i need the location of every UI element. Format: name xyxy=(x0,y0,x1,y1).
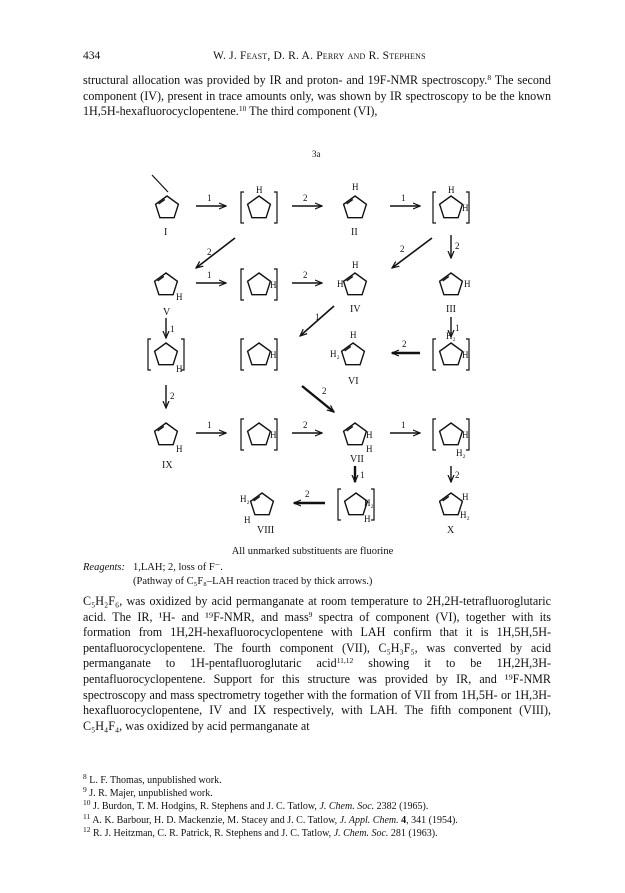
footnotes xyxy=(83,774,553,840)
anion-6 xyxy=(440,343,463,365)
label-VIII: VIII xyxy=(257,525,275,536)
reagents-label: Reagents: xyxy=(83,562,125,573)
label-VII: VII xyxy=(350,454,364,465)
footnote-10: $^{10}$ J. Burdon, T. M. Hodgins, R. Stephens and J. C. Tatlow, J. Chem. Soc. 2382 (1965). xyxy=(83,798,429,813)
svg-text:H: H xyxy=(256,185,263,195)
page-number: 434 xyxy=(83,50,101,62)
svg-text:H₂: H₂ xyxy=(446,331,456,341)
svg-text:H: H xyxy=(462,492,469,502)
svg-text:1: 1 xyxy=(401,193,406,203)
svg-text:H₂: H₂ xyxy=(330,349,340,359)
running-head-authors: W. J. Feast, D. R. A. Perry and R. Stephens xyxy=(213,50,426,62)
row-2 xyxy=(155,260,471,318)
svg-text:H: H xyxy=(366,444,373,454)
page-header xyxy=(83,50,553,68)
svg-text:1: 1 xyxy=(455,323,460,333)
row-5 xyxy=(240,489,470,536)
svg-text:H: H xyxy=(270,430,277,440)
arrow-anion2-to-IV xyxy=(392,238,432,268)
svg-text:2: 2 xyxy=(305,489,310,499)
row-1 xyxy=(156,182,469,238)
svg-text:H: H xyxy=(462,430,469,440)
svg-text:1: 1 xyxy=(170,324,175,334)
paragraph-bottom-text-1: , was oxidized by acid permanganate at room temperature to 2H,2H-tetrafluoroglutaric acid. The IR, ¹H- and ¹⁹F-NMR, and mass xyxy=(83,594,551,624)
svg-text:H₂: H₂ xyxy=(460,510,470,520)
svg-text:2: 2 xyxy=(455,470,460,480)
paragraph-bottom-text-2: spectra of component (VI), together with its formation from 1H,2H-hexafluorocyclopentene with LAH confirm that it is 1H,5H,5H-pentafluorocyclopentene. The fourth component (VII), C₅H₃F₅, was converted by acid permanganate to 1H-pentafluoroglutaric acid xyxy=(83,609,551,671)
svg-text:1: 1 xyxy=(207,270,212,280)
svg-text:H: H xyxy=(448,185,455,195)
reaction-scheme xyxy=(0,140,625,540)
label-VI: VI xyxy=(348,376,359,387)
ref-10: 10 xyxy=(238,104,247,114)
svg-text:2: 2 xyxy=(402,339,407,349)
svg-text:H: H xyxy=(176,364,183,374)
svg-text:H: H xyxy=(176,292,183,302)
anion-3 xyxy=(248,273,271,295)
structure-IV xyxy=(344,273,367,295)
structure-VI xyxy=(342,343,365,365)
structure-III xyxy=(440,273,463,295)
anion-8 xyxy=(440,423,463,445)
reaction-scheme-drawing xyxy=(0,140,625,540)
svg-text:1: 1 xyxy=(401,420,406,430)
svg-text:2: 2 xyxy=(400,244,405,254)
svg-text:H: H xyxy=(352,182,359,192)
paragraph-bottom-text-3: showing it to be 1H,2H,3H-pentafluorocyclopentene. Support for this structure was provided by IR, and ¹⁹F-NMR spectroscopy and mass spectrometry together with the formation of VII from 1H,5H- or 1H,3H-hexafluorocyclopentene, IV and IX respectively, with LAH. The fifth component (VIII), C₅H₄F₄, was oxidized by acid permanganate at xyxy=(83,656,551,733)
anion-2 xyxy=(440,196,463,218)
svg-text:H: H xyxy=(244,515,251,525)
svg-text:2: 2 xyxy=(303,270,308,280)
svg-text:2: 2 xyxy=(170,391,175,401)
arrow-label: 1 xyxy=(207,193,212,203)
label-IV: IV xyxy=(350,304,361,315)
entry-arrow xyxy=(152,175,168,192)
paragraph-top-text-2: The second component (IV), present in trace amounts only, was shown by IR spectroscopy to be the known 1H,5H-hexafluorocyclopentene. xyxy=(83,73,551,119)
structure-VIII xyxy=(251,493,274,515)
anion-1 xyxy=(248,196,271,218)
scheme-reagents xyxy=(83,561,372,589)
svg-text:H: H xyxy=(464,279,471,289)
structure-IX xyxy=(155,423,178,445)
footnote-8: $^8$ L. F. Thomas, unpublished work. xyxy=(83,772,222,786)
footnote-12: $^{12}$ R. J. Heitzman, C. R. Patrick, R. Stephens and J. C. Tatlow, J. Chem. Soc. 281 (1963). xyxy=(83,824,438,839)
svg-text:H₂: H₂ xyxy=(364,498,374,508)
svg-text:H: H xyxy=(462,350,469,360)
footnote-11: $^{11}$ A. K. Barbour, H. D. Mackenzie, M. Stacey and J. C. Tatlow, J. Appl. Chem. 4, 341 (1954). xyxy=(83,811,458,826)
paragraph-bottom xyxy=(83,594,551,734)
structure-V xyxy=(155,273,178,295)
svg-text:H: H xyxy=(364,514,371,524)
paragraph-top-text-1: structural allocation was provided by IR and proton- and 19F-NMR spectroscopy. xyxy=(83,73,488,87)
thick-arrow-to-VII xyxy=(302,386,334,412)
row-3 xyxy=(148,330,469,387)
ref-8: 8 xyxy=(487,73,492,82)
svg-text:2: 2 xyxy=(303,420,308,430)
svg-text:H: H xyxy=(176,444,183,454)
arrow-anion1-to-V xyxy=(196,238,235,268)
paragraph-top xyxy=(83,73,551,120)
structure-I xyxy=(156,196,179,218)
label-II: II xyxy=(351,227,358,238)
ref-11-12: 11,12 xyxy=(336,656,354,666)
scheme-label: 3a xyxy=(312,149,321,159)
label-IX: IX xyxy=(162,460,173,471)
svg-text:2: 2 xyxy=(322,386,327,396)
label-V: V xyxy=(163,307,171,318)
anion-7 xyxy=(248,423,271,445)
svg-text:H: H xyxy=(462,203,469,213)
anion-4 xyxy=(155,343,178,365)
svg-text:H₂: H₂ xyxy=(456,448,466,458)
svg-text:H₂: H₂ xyxy=(240,494,250,504)
svg-text:H: H xyxy=(270,280,277,290)
svg-text:H: H xyxy=(352,260,359,270)
pathway-note: (Pathway of C₅F₈–LAH reaction traced by thick arrows.) xyxy=(133,576,373,587)
footnote-9: $^9$ J. R. Majer, unpublished work. xyxy=(83,785,213,800)
svg-text:H: H xyxy=(350,330,357,340)
scheme-caption: All unmarked substituents are fluorine xyxy=(231,546,394,557)
svg-text:1: 1 xyxy=(360,470,365,480)
label-I: I xyxy=(164,227,168,238)
reagents-text: 1,LAH; 2, loss of F⁻. xyxy=(133,562,223,573)
structure-VII xyxy=(344,423,367,445)
svg-text:H: H xyxy=(270,350,277,360)
svg-text:1: 1 xyxy=(207,420,212,430)
row-4 xyxy=(155,419,469,471)
svg-text:1: 1 xyxy=(315,312,320,322)
label-X: X xyxy=(447,525,455,536)
svg-text:H: H xyxy=(366,430,373,440)
svg-text:H: H xyxy=(337,279,344,289)
label-III: III xyxy=(446,304,456,315)
svg-text:2: 2 xyxy=(455,241,460,251)
anion-5 xyxy=(248,343,271,365)
structure-II xyxy=(344,196,367,218)
ref-9: 9 xyxy=(308,609,313,619)
svg-text:2: 2 xyxy=(303,193,308,203)
svg-text:2: 2 xyxy=(207,247,212,257)
formula-C5H2F6: C₅H₂F₆ xyxy=(83,594,120,608)
paragraph-top-text-3: The third component (VI), xyxy=(246,104,378,119)
structure-X xyxy=(440,493,463,515)
